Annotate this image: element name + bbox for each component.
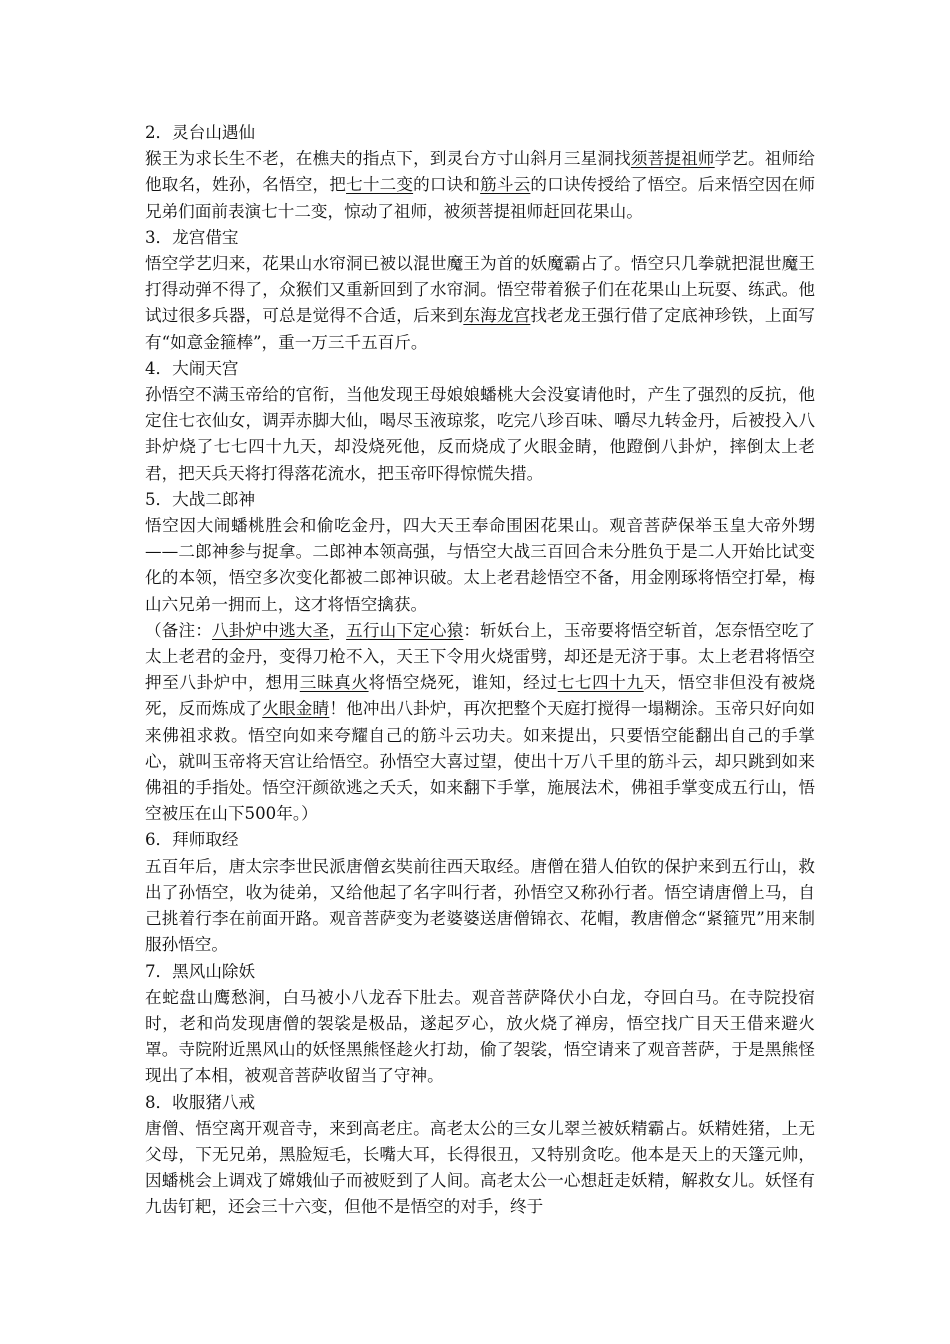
section-heading: 8．收服猪八戒 (145, 1092, 256, 1112)
text-run: 孙悟空不满玉帝给的官衔，当他发现王母娘娘蟠桃大会没宴请他时，产生了强烈的反抗，他定住七衣仙女，调弄赤脚大仙，喝尽玉液琼浆，吃完八珍百味、嚼尽九转金丹，后被投入八卦炉烧了七七四十九天，却没烧死他，反而烧成了火眼金睛，他蹬倒八卦炉，摔倒太上老君，把天兵天将打得落花流水，把玉帝吓得惊慌失措。 (145, 385, 815, 483)
text-run: 学艺。祖师给他取名，姓孙，名悟空，把 (145, 149, 816, 195)
section-8 (145, 1090, 815, 1221)
section-heading: 2．灵台山遇仙 (145, 123, 256, 142)
section-body (145, 513, 815, 618)
section-body (145, 854, 815, 959)
underlined-term: 须菩提祖师 (630, 149, 715, 169)
text-run: 的口诀传授给了悟空。后来悟空因在师兄弟们面前表演七十二变，惊动了祖师，被须菩提祖师赶回花果山。 (145, 175, 816, 221)
underlined-term: 三昧真火 (299, 673, 369, 693)
text-run: （备注： (145, 620, 213, 640)
section-heading: 5．大战二郎神 (145, 489, 256, 509)
section-heading: 7．黑风山除妖 (145, 961, 256, 981)
text-run: 悟空学艺归来，花果山水帘洞已被以混世魔王为首的妖魔霸占了。悟空只几拳就把混世魔王打得动弹不得了，众猴们又重新回到了水帘洞。悟空带着猴子们在花果山上玩耍、练武。他试过很多兵器，可总是觉得不合适，后来到 (145, 254, 815, 326)
section-body (145, 1116, 815, 1221)
section-6 (145, 827, 815, 958)
text-run: 在蛇盘山鹰愁涧，白马被小八龙吞下肚去。观音菩萨降伏小白龙，夺回白马。在寺院投宿时，老和尚发现唐僧的袈裟是极品，遂起歹心，放火烧了禅房，悟空找广目天王借来避火罩。寺院附近黑风山的妖怪黑熊怪趁火打劫，偷了袈裟，悟空请来了观音菩萨，于是黑熊怪现出了本相，被观音菩萨收留当了守神。 (145, 987, 815, 1086)
text-run: ：斩妖台上，玉帝要将悟空斩首，怎奈悟空吃了太上老君的金丹，变得刀枪不入，天王下令用火烧雷劈，却还是无济于事。太上老君将悟空押至八卦炉中，想用 (145, 620, 816, 693)
underlined-term: 筋斗云 (480, 175, 531, 195)
underlined-term: 东海龙宫 (463, 306, 531, 326)
text-run: ！他冲出八卦炉，再次把整个天庭打搅得一塌糊涂。玉帝只好向如来佛祖求救。悟空向如来夸耀自己的筋斗云功夫。如来提出，只要悟空能翻出自己的手掌心，就叫玉帝将天宫让给悟空。孙悟空大喜过望，使出十万八千里的筋斗云，却只跳到如来佛祖的手指处。悟空汗颜欲逃之夭夭，如来翻下手掌，施展法术，佛祖手掌变成五行山，悟空被压在山下500年。） (145, 699, 816, 824)
text-run: 将悟空烧死，谁知，经过 (368, 673, 558, 693)
underlined-term: 七七四十九 (557, 673, 644, 693)
underlined-term: 八卦炉中逃大圣 (212, 620, 330, 640)
section-7 (145, 959, 815, 1090)
section-heading: 6．拜师取经 (145, 830, 239, 850)
text-run: ， (329, 620, 347, 640)
section-4 (145, 356, 815, 487)
text-run: 天，悟空非但没有被烧死，反而炼成了 (145, 673, 816, 719)
section-3 (145, 225, 815, 356)
underlined-term: 五行山下定心猿 (346, 620, 464, 640)
text-run: 唐僧、悟空离开观音寺，来到高老庄。高老太公的三女儿翠兰被妖精霸占。妖精姓猪，上无父母，下无兄弟，黑脸短毛，长嘴大耳，长得很丑，又特别贪吃。他本是天上的天篷元帅，因蟠桃会上调戏了嫦娥仙子而被贬到了人间。高老太公一心想赶走妖精，解救女儿。妖怪有九齿钉耙，还会三十六变，但他不是悟空的对手，终于 (145, 1118, 815, 1217)
text-run: 找老龙王强行借了定底神珍铁，上面写有“如意金箍棒”，重一万三千五百斤。 (145, 306, 816, 352)
section-body (145, 251, 815, 356)
underlined-term: 火眼金睛 (262, 699, 330, 719)
text-run: 五百年后，唐太宗李世民派唐僧玄奘前往西天取经。唐僧在猎人伯钦的保护来到五行山，救出了孙悟空，收为徒弟，又给他起了名字叫行者，孙悟空又称孙行者。悟空请唐僧上马，自己挑着行李在前面开路。观音菩萨变为老婆婆送唐僧锦衣、花帽，教唐僧念“紧箍咒”用来制服孙悟空。 (145, 856, 815, 955)
section-body (145, 382, 815, 487)
text-run: 悟空因大闹蟠桃胜会和偷吃金丹，四大天王奉命围困花果山。观音菩萨保举玉皇大帝外甥——二郎神参与捉拿。二郎神本领高强，与悟空大战三百回合未分胜负于是二人开始比试变化的本领，悟空多次变化都被二郎神识破。太上老君趁悟空不备，用金刚琢将悟空打晕，梅山六兄弟一拥而上，这才将悟空擒获。 (145, 516, 815, 614)
section-body (145, 985, 815, 1090)
text-run: 的口诀和 (413, 175, 481, 195)
document-page (145, 120, 815, 1221)
section-heading: 3．龙宫借宝 (145, 227, 239, 247)
section-note (145, 618, 815, 828)
section-2 (145, 120, 815, 225)
section-body (145, 146, 815, 225)
section-5 (145, 487, 815, 828)
underlined-term: 七十二变 (346, 175, 414, 195)
text-run: 猴王为求长生不老，在樵夫的指点下，到灵台方寸山斜月三星洞找 (145, 149, 631, 169)
section-heading: 4．大闹天宫 (145, 358, 239, 378)
